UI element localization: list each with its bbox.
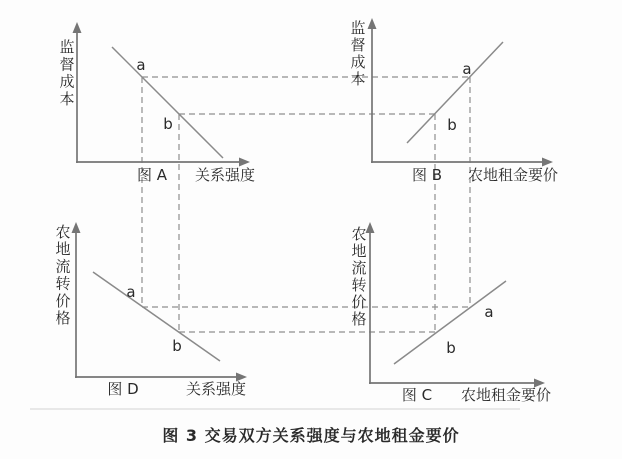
panel-D-y-axis-label-char: 价 <box>55 291 71 310</box>
panel-A-y-axis-label-char: 监 <box>59 38 75 56</box>
figure-caption: 图 3 交易双方关系强度与农地租金要价 <box>162 426 460 445</box>
panel-B-y-axis-label-char: 监 <box>350 19 366 37</box>
panel-A-x-axis-label: 关系强度 <box>194 166 256 184</box>
panels-layer <box>55 18 558 404</box>
panel-A <box>59 22 255 184</box>
panel-A-curve <box>112 47 223 158</box>
panel-A-label: 图 A <box>136 166 168 184</box>
panel-D-y-axis-label-char: 格 <box>55 309 71 327</box>
panel-B-y-axis-label-char: 成 <box>350 53 366 71</box>
panel-C-y-axis-label-char: 地 <box>351 242 367 260</box>
panel-A-y-axis-label-char: 督 <box>59 55 75 74</box>
panel-B-point-a-label: a <box>462 60 472 78</box>
panel-B-label: 图 B <box>411 166 443 184</box>
panel-B-y-axis-label-char: 督 <box>350 36 366 54</box>
panel-D-y-axis-label-char: 转 <box>55 274 71 293</box>
panel-D-y-axis-label-char: 流 <box>55 257 71 276</box>
panel-C-point-a-label: a <box>484 303 494 321</box>
panel-C-x-axis-label: 农地租金要价 <box>460 386 552 404</box>
panel-C-y-axis-arrow-icon <box>366 222 375 233</box>
panel-D-point-b-label: b <box>172 337 182 355</box>
panel-D-y-axis-arrow-icon <box>72 222 81 233</box>
panel-B-point-b-label: b <box>447 116 457 134</box>
panel-A-point-b-label: b <box>163 115 173 133</box>
panel-B-x-axis-label: 农地租金要价 <box>467 166 559 184</box>
panel-A-point-a-label: a <box>136 56 146 74</box>
panel-D-y-axis-label-char: 农 <box>55 223 71 241</box>
panel-A-y-axis-label-char: 成 <box>59 72 75 91</box>
panel-C-y-axis-label-char: 价 <box>351 293 367 311</box>
panel-B-y-axis-label-char: 本 <box>350 70 366 88</box>
panel-C <box>351 222 551 404</box>
panel-C-y-axis-label-char: 格 <box>351 310 367 328</box>
panel-A-y-axis-arrow-icon <box>73 22 82 33</box>
panel-C-y-axis-label-char: 流 <box>351 259 367 277</box>
panel-D-y-axis-label-char: 地 <box>55 240 71 259</box>
panel-D <box>55 222 247 398</box>
panel-C-y-axis-label-char: 转 <box>351 276 367 294</box>
panel-D-point-a-label: a <box>126 283 136 301</box>
panel-B <box>350 18 558 184</box>
panel-D-label: 图 D <box>107 380 139 398</box>
panel-A-y-axis-label-char: 本 <box>59 89 75 108</box>
panel-C-y-axis-label-char: 农 <box>351 225 367 243</box>
panel-D-curve <box>93 272 220 361</box>
panel-C-label: 图 C <box>401 386 433 404</box>
panel-C-point-b-label: b <box>446 339 456 357</box>
panel-D-x-axis-label: 关系强度 <box>185 380 247 398</box>
panel-B-y-axis-arrow-icon <box>368 18 377 29</box>
